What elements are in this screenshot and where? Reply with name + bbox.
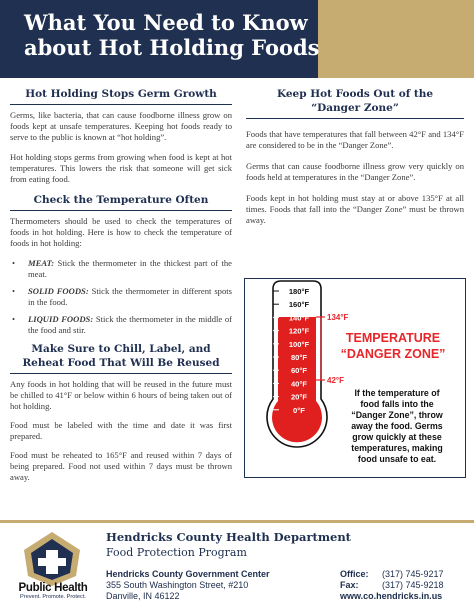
tick-label: 80°F: [290, 353, 308, 362]
danger-zone-paragraph-2: Germs that can cause foodborne illness grow very quickly on foods held at temperatures in the “Danger Zone”.: [246, 161, 464, 182]
germ-growth-paragraph-1: Germs, like bacteria, that can cause foodborne illness grow on foods kept at unsafe temperatures. Keeping hot foods ready to serve to the public is known at “hot holding”.: [10, 110, 232, 142]
note-line: “Danger Zone”, throw: [351, 410, 443, 420]
tick-label: 140°F: [288, 313, 310, 323]
header-gold-panel: [318, 0, 474, 78]
address-center: Hendricks County Government Center: [106, 569, 270, 579]
fax-phone: (317) 745-9218: [382, 580, 444, 590]
note-line: temperatures, making: [351, 443, 443, 453]
footer-divider: [0, 520, 474, 523]
tick-label: 120°F: [288, 326, 310, 336]
address-block: [106, 569, 270, 602]
check-temperature-list: [10, 258, 232, 336]
reuse-paragraph-3: Food must be reheated to 165°F and reused within 7 days of being prepared. Food not used within 7 days must be thrown away.: [10, 450, 232, 482]
office-label: Office:: [340, 569, 369, 579]
tick-label: 40°F: [290, 379, 308, 389]
danger-zone-title-line-1: TEMPERATURE: [345, 331, 441, 345]
bullet-mark: •: [12, 258, 16, 268]
office-phone: (317) 745-9217: [382, 569, 444, 579]
tick-label: 180°F: [288, 287, 310, 296]
section-title-line-2: Reheat Food That Will Be Reused: [22, 357, 220, 369]
page-title-line-2: about Hot Holding Foods: [24, 35, 320, 60]
danger-zone-paragraph-1: Foods that have temperatures that fall between 42°F and 134°F are considered to be in the “Danger Zone”.: [246, 129, 464, 150]
bullet-mark: •: [12, 314, 16, 324]
bullet-text: Stick the thermometer in the thickest part of the meat.: [28, 258, 232, 279]
check-temperature-paragraph: Thermometers should be used to check the temperatures of foods in hot holding. Here is how to check the temperature of foods in hot holding:: [10, 216, 232, 248]
thermometer-panel: [244, 278, 466, 478]
bullet-text: Stick the thermometer in different spots in the food.: [28, 286, 232, 307]
reuse-paragraph-2: Food must be labeled with the time and date it was first prepared.: [10, 420, 232, 441]
marker-42-label: 42°F: [327, 376, 344, 385]
bullet-label: MEAT:: [28, 258, 55, 268]
note-line: food unsafe to eat.: [357, 454, 437, 464]
note-line: If the temperature of: [354, 388, 440, 398]
page-title: [24, 10, 319, 60]
list-item: [10, 314, 232, 336]
note-line: grow quickly at these: [352, 432, 442, 442]
marker-134-label: 134°F: [327, 313, 349, 322]
danger-zone-paragraph-3: Foods kept in hot holding must stay at or above 135°F at all times. Foods that fall into the “Danger Zone” must be thrown away.: [246, 193, 464, 225]
bullet-label: LIQUID FOODS:: [28, 314, 94, 324]
tick-label: 0°F: [293, 405, 305, 415]
right-column: [246, 87, 464, 226]
danger-zone-title-line-2: “DANGER ZONE”: [340, 347, 446, 361]
department-name: Hendricks County Health Department: [106, 530, 351, 544]
section-title-line-2: “Danger Zone”: [311, 102, 399, 114]
list-item: [10, 258, 232, 280]
logo-main-text: Public Health: [18, 582, 88, 594]
section-title-check-temperature: Check the Temperature Often: [10, 193, 232, 211]
office-row: [340, 569, 444, 580]
note-line: away the food. Germs: [351, 421, 443, 431]
logo-tagline: Prevent. Promote. Protect.: [20, 594, 86, 600]
program-name: Food Protection Program: [106, 546, 247, 559]
website-link[interactable]: www.co.hendricks.in.us: [340, 591, 443, 601]
address-street: 355 South Washington Street, #210: [106, 580, 249, 590]
tick-label: 20°F: [290, 392, 308, 402]
section-title-chill-label-reheat: [10, 342, 232, 374]
danger-zone-note: [351, 388, 443, 464]
note-line: food falls into the: [360, 399, 434, 409]
fax-label: Fax:: [340, 580, 359, 590]
section-title-line-1: Make Sure to Chill, Label, and: [31, 343, 211, 355]
tick-label: 100°F: [288, 339, 310, 349]
fax-row: [340, 580, 444, 591]
bullet-mark: •: [12, 286, 16, 296]
thermometer-graphic: [245, 279, 464, 476]
section-title-germ-growth: Hot Holding Stops Germ Growth: [10, 87, 232, 105]
section-title-line-1: Keep Hot Foods Out of the: [276, 88, 434, 100]
left-column: [10, 87, 232, 483]
address-city: Danville, IN 46122: [106, 591, 180, 601]
bullet-text: Stick the thermometer in the middle of the food and stir.: [28, 314, 232, 335]
list-item: [10, 286, 232, 308]
page-title-line-1: What You Need to Know: [24, 10, 308, 35]
bullet-label: SOLID FOODS:: [28, 286, 89, 296]
reuse-paragraph-1: Any foods in hot holding that will be reused in the future must be chilled to 41°F or below within 6 hours of being taken out of hot holding.: [10, 379, 232, 411]
tick-label: 60°F: [290, 366, 308, 376]
logo-wordmark: [8, 582, 98, 600]
section-title-danger-zone: [246, 87, 464, 119]
contact-block: [340, 569, 444, 602]
tick-label: 160°F: [288, 300, 310, 310]
germ-growth-paragraph-2: Hot holding stops germs from growing when food is kept at hot temperatures. This lowers the risk that someone will get sick from eating food.: [10, 152, 232, 184]
